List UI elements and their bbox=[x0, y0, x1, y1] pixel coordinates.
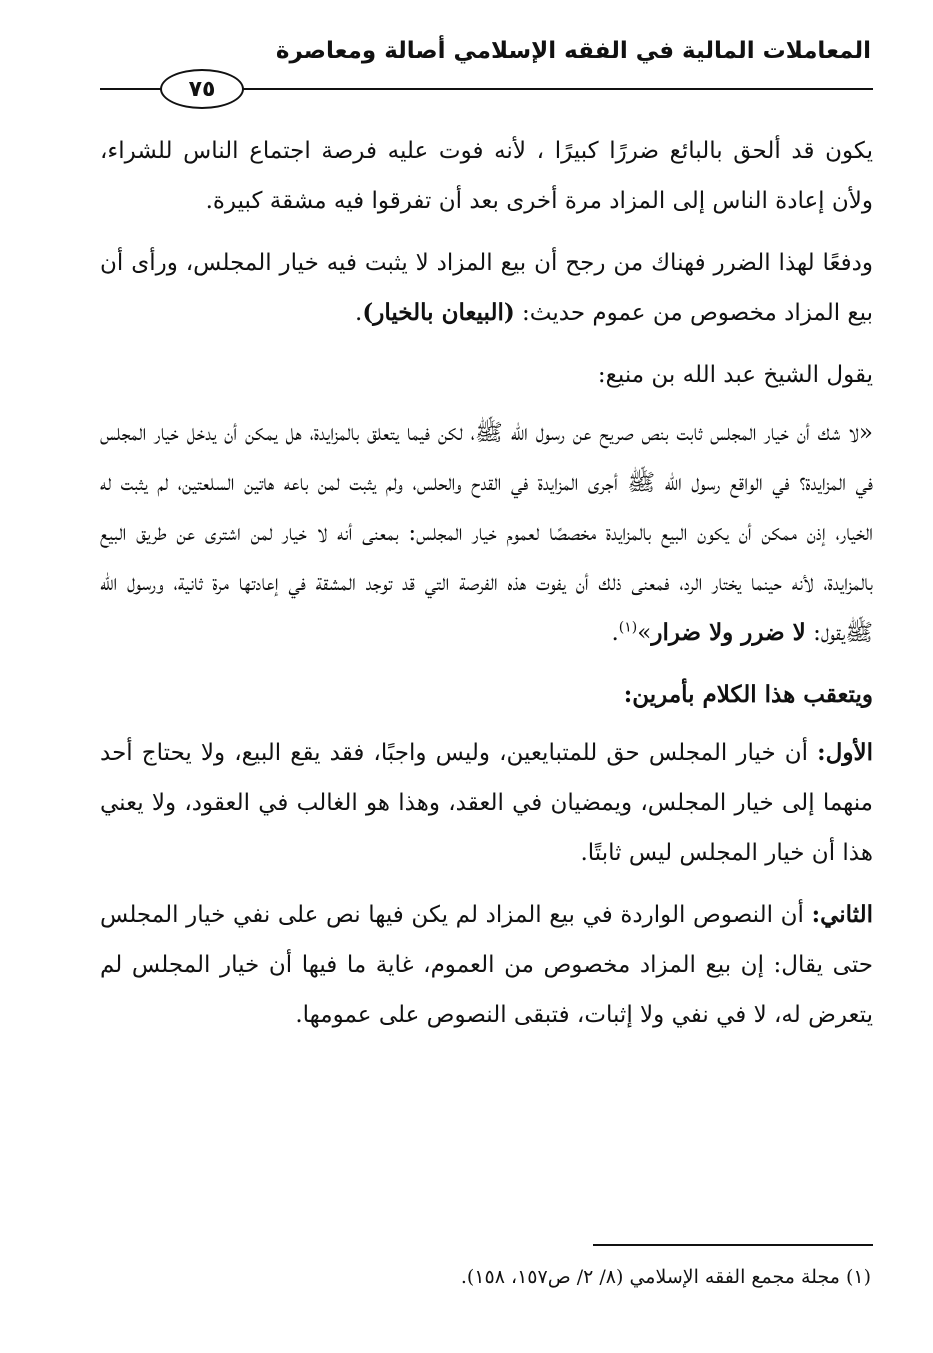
subheading: ويتعقب هذا الكلام بأمرين: bbox=[623, 681, 873, 708]
first-text: أن خيار المجلس حق للمتبايعين، وليس واجبًا، فقد يقع البيع، ولا يحتاج أحد منهما إلى خيار المجلس، ويمضيان في العقد، وهذا هو الغالب في العقود، ولا يعني هذا أن خيار المجلس ليس ثابتًا. bbox=[100, 740, 873, 866]
quote-end: . bbox=[611, 620, 619, 646]
paragraph-2-text: ودفعًا لهذا الضرر فهناك من رجح أن بيع المزاد لا يثبت فيه خيار المجلس، ورأى أن بيع المزاد مخصوص من عموم حديث: bbox=[100, 250, 873, 326]
footnote-rule bbox=[593, 1244, 873, 1246]
footnote-ref: (١) bbox=[618, 619, 638, 636]
first-point bbox=[100, 728, 873, 878]
paragraph-2 bbox=[100, 238, 873, 338]
page-number: ٧٥ bbox=[160, 69, 244, 109]
footnote: (١) مجلة مجمع الفقه الإسلامي (٨/ ٢/ ص١٥٧، ١٥٨). bbox=[460, 1266, 871, 1288]
second-text: أن النصوص الواردة في بيع المزاد لم يكن فيها نص على نفي خيار المجلس حتى يقال: إن بيع المزاد مخصوص من العموم، غاية ما فيها أن خيار المجلس لم يتعرض له، لا في نفي ولا إثبات، فتبقى النصوص على عمومها. bbox=[100, 902, 873, 1028]
hadith-quote: (البيعان بالخيار) bbox=[362, 299, 515, 326]
body-text bbox=[100, 126, 873, 1052]
paragraph-3: يقول الشيخ عبد الله بن منيع: bbox=[597, 362, 873, 388]
quote-text: «لا شك أن خيار المجلس ثابت بنص صريح عن رسول الله ﷺ، لكن فيما يتعلق بالمزايدة، هل يمكن أن يدخل خيار المجلس في المزايدة؟ في الواقع رسول الله ﷺ أجرى المزايدة في القدح والحلس، ولم يثبت لمن باعه هاتين السلعتين، لم يثبت له الخيار، إذن ممكن أن يكون البيع بالمزايدة مخصصًا لعموم خيار المجلس: بمعنى أنه لا خيار لمن اشترى عن طريق البيع بالمزايدة، لأنه حينما يختار الرد، فمعنى ذلك أن يفوت هذه الفرصة التي قد توجد المشقة في إعادتها مرة ثانية، ورسول الله ﷺيقول: bbox=[100, 420, 873, 646]
running-title: المعاملات المالية في الفقه الإسلامي أصالة ومعاصرة bbox=[275, 38, 871, 64]
quote-bold: لا ضرر ولا ضرار bbox=[651, 619, 806, 646]
quoted-passage bbox=[100, 408, 873, 658]
paragraph-2-end: . bbox=[355, 300, 363, 326]
paragraph-1: يكون قد ألحق بالبائع ضررًا كبيرًا ، لأنه فوت عليه فرصة اجتماع الناس للشراء، ولأن إعادة الناس إلى المزاد مرة أخرى بعد أن تفرقوا فيه مشقة كبيرة. bbox=[100, 138, 873, 214]
quote-close: » bbox=[637, 620, 652, 646]
second-point bbox=[100, 890, 873, 1040]
second-label: الثاني: bbox=[811, 901, 873, 928]
first-label: الأول: bbox=[817, 739, 873, 766]
